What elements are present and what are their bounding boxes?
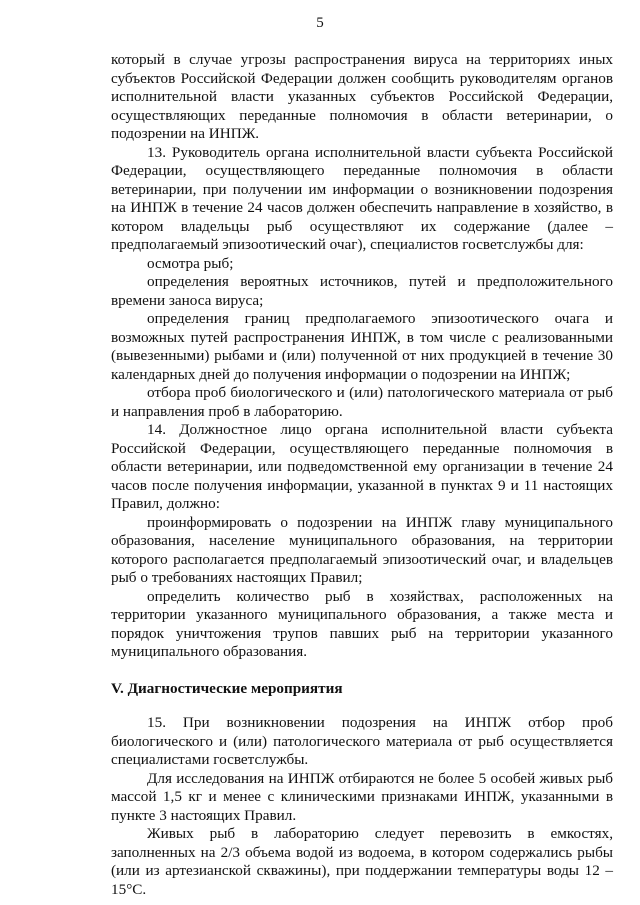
paragraph: 13. Руководитель органа исполнительной власти субъекта Российской Федерации, осуществляющего переданные полномочия в области ветеринарии, при получении им информации о возникновении подозрения на ИНПЖ в течение 24 часов должен обеспечить направление в хозяйство, в котором владельцы рыб осуществляют их содержание (далее – предполагаемый эпизоотический очаг), специалистов госветслужбы для:: [111, 143, 613, 253]
paragraph: Для исследования на ИНПЖ отбираются не более 5 особей живых рыб массой 1,5 кг и менее с клиническими признаками ИНПЖ, указанными в пункте 3 настоящих Правил.: [111, 769, 613, 824]
paragraph: 14. Должностное лицо органа исполнительной власти субъекта Российской Федерации, осуществляющего переданные полномочия в области ветеринарии, или подведомственной ему организации в течение 24 часов после получения информации, указанной в пунктах 9 и 11 настоящих Правил, должно:: [111, 421, 613, 512]
body-text-after-heading: [111, 714, 613, 899]
paragraph: который в случае угрозы распространения вируса на территориях иных субъектов Российской Федерации должен сообщить руководителям органов исполнительной власти указанных субъектов Российской Федерации, осуществляющих переданные полномочия в области ветеринарии, о подозрении на ИНПЖ.: [111, 51, 613, 142]
paragraph: определить количество рыб в хозяйствах, расположенных на территории указанного муниципального образования, а также места и порядок уничтожения трупов павших рыб на территории указанного муниципального образования.: [111, 587, 613, 660]
paragraph: определения границ предполагаемого эпизоотического очага и возможных путей распространения ИНПЖ, в том числе с реализованными (вывезенными) рыбами и (или) полученной от них продукцией в течение 30 календарных дней до получения информации о подозрении на ИНПЖ;: [111, 310, 613, 383]
paragraph: Живых рыб в лабораторию следует перевозить в емкостях, заполненных на 2/3 объема водой из водоема, в котором содержались рыбы (или из артезианской скважины), при поддержании температуры воды 12 – 15°С.: [111, 825, 613, 898]
paragraph: проинформировать о подозрении на ИНПЖ главу муниципального образования, население муниципального образования, на территории которого располагается предполагаемый эпизоотический очаг, и владельцев рыб о требованиях настоящих Правил;: [111, 513, 613, 586]
paragraph: определения вероятных источников, путей и предположительного времени заноса вируса;: [111, 273, 613, 309]
page-body: [111, 51, 613, 899]
paragraph: 15. При возникновении подозрения на ИНПЖ отбор проб биологического и (или) патологического материала от рыб осуществляется специалистами госветслужбы.: [111, 714, 613, 768]
paragraph: осмотра рыб;: [147, 254, 234, 272]
section-heading: V. Диагностические мероприятия: [111, 679, 343, 697]
page-number: 5: [316, 15, 324, 31]
body-text-before-heading: [111, 51, 613, 662]
paragraph: отбора проб биологического и (или) патологического материала от рыб и направления проб в лабораторию.: [111, 384, 613, 420]
